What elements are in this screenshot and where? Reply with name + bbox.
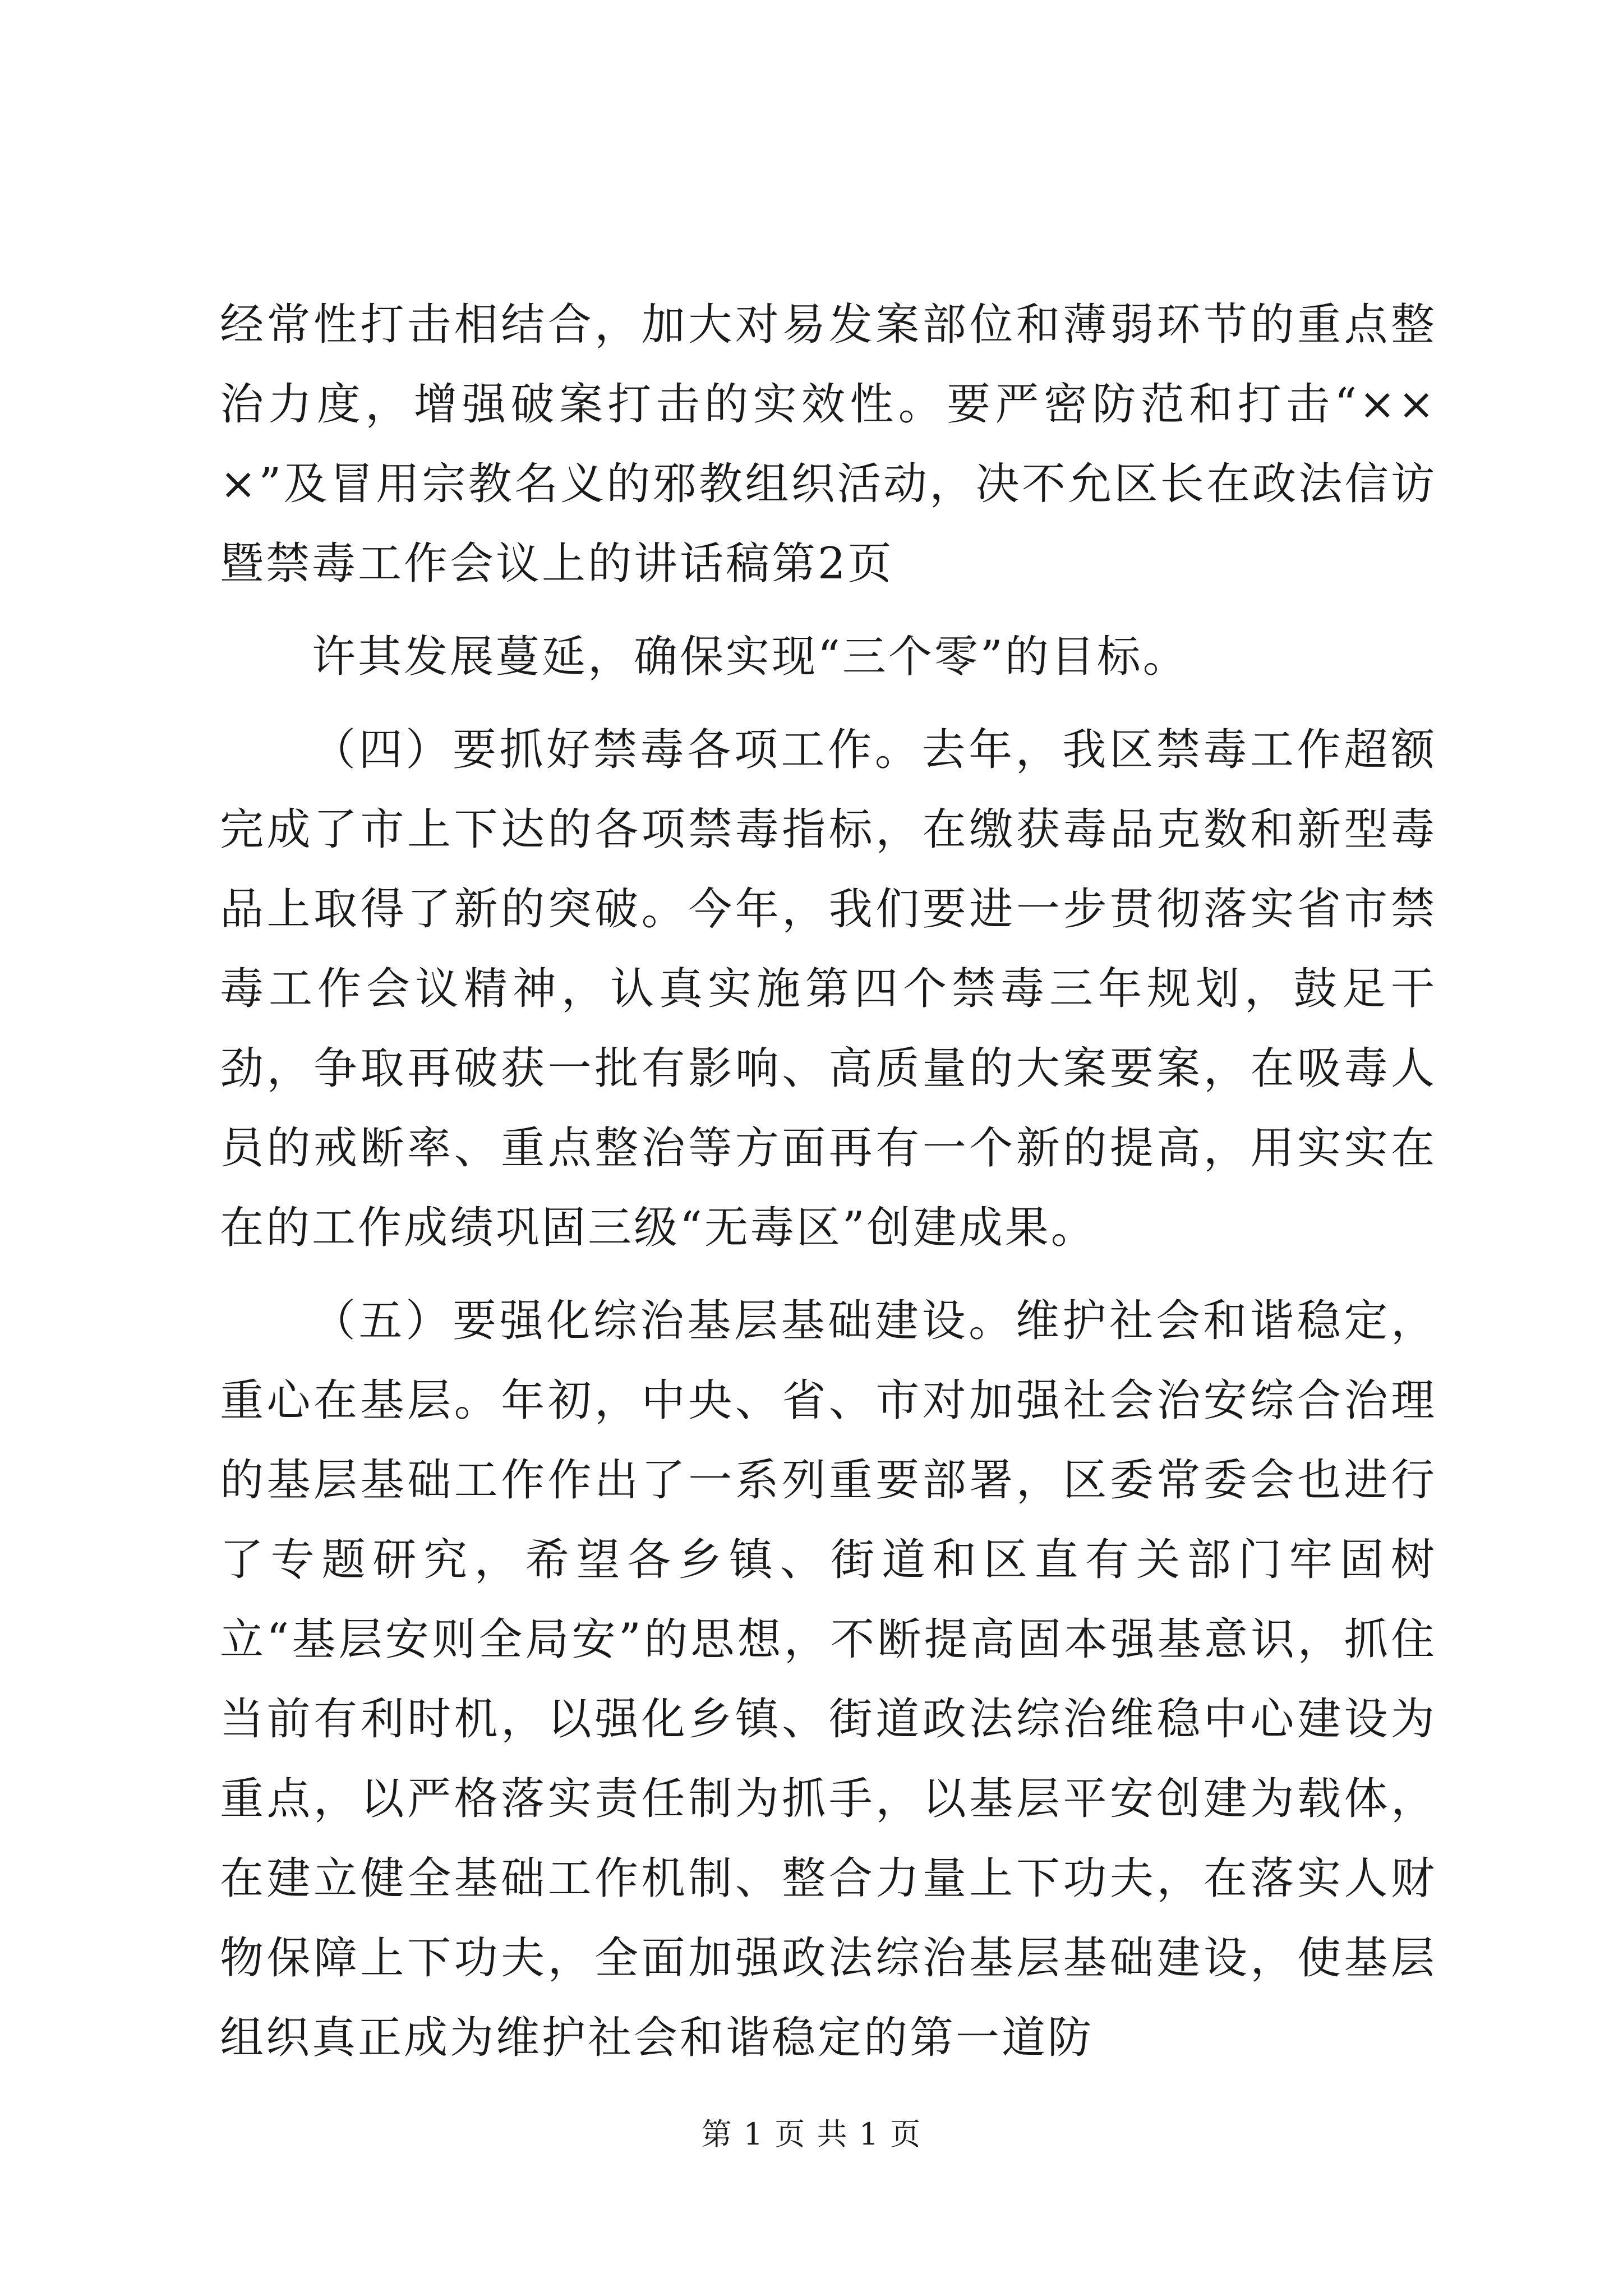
- paragraph-section-four: （四）要抓好禁毒各项工作。去年，我区禁毒工作超额完成了市上下达的各项禁毒指标，在缴获毒品克数和新型毒品上取得了新的突破。今年，我们要进一步贯彻落实省市禁毒工作会议精神，认真实施第四个禁毒三年规划，鼓足干劲，争取再破获一批有影响、高质量的大案要案，在吸毒人员的戒断率、重点整治等方面再有一个新的提高，用实实在在的工作成绩巩固三级“无毒区”创建成果。: [220, 725, 1437, 1253]
- paragraph-continuation-2: 许其发展蔓延，确保实现“三个零”的目标。: [312, 632, 1189, 682]
- page-footer: [0, 2115, 1623, 2154]
- paragraph-continuation: 经常性打击相结合，加大对易发案部位和薄弱环节的重点整治力度，增强破案打击的实效性。要严密防范和打击“×××”及冒用宗教名义的邪教组织活动，决不允区长在政法信访暨禁毒工作会议上的讲话稿第2页: [220, 300, 1437, 589]
- page-number: 第 1 页 共 1 页: [701, 2116, 922, 2152]
- document-body: [220, 285, 1437, 2091]
- paragraph-section-five: （五）要强化综治基层基础建设。维护社会和谐稳定，重心在基层。年初，中央、省、市对加强社会治安综合治理的基层基础工作作出了一系列重要部署，区委常委会也进行了专题研究，希望各乡镇、街道和区直有关部门牢固树立“基层安则全局安”的思想，不断提高固本强基意识，抓住当前有利时机，以强化乡镇、街道政法综治维稳中心建设为重点，以严格落实责任制为抓手，以基层平安创建为载体，在建立健全基础工作机制、整合力量上下功夫，在落实人财物保障上下功夫，全面加强政法综治基层基础建设，使基层组织真正成为维护社会和谐稳定的第一道防: [220, 1296, 1437, 2063]
